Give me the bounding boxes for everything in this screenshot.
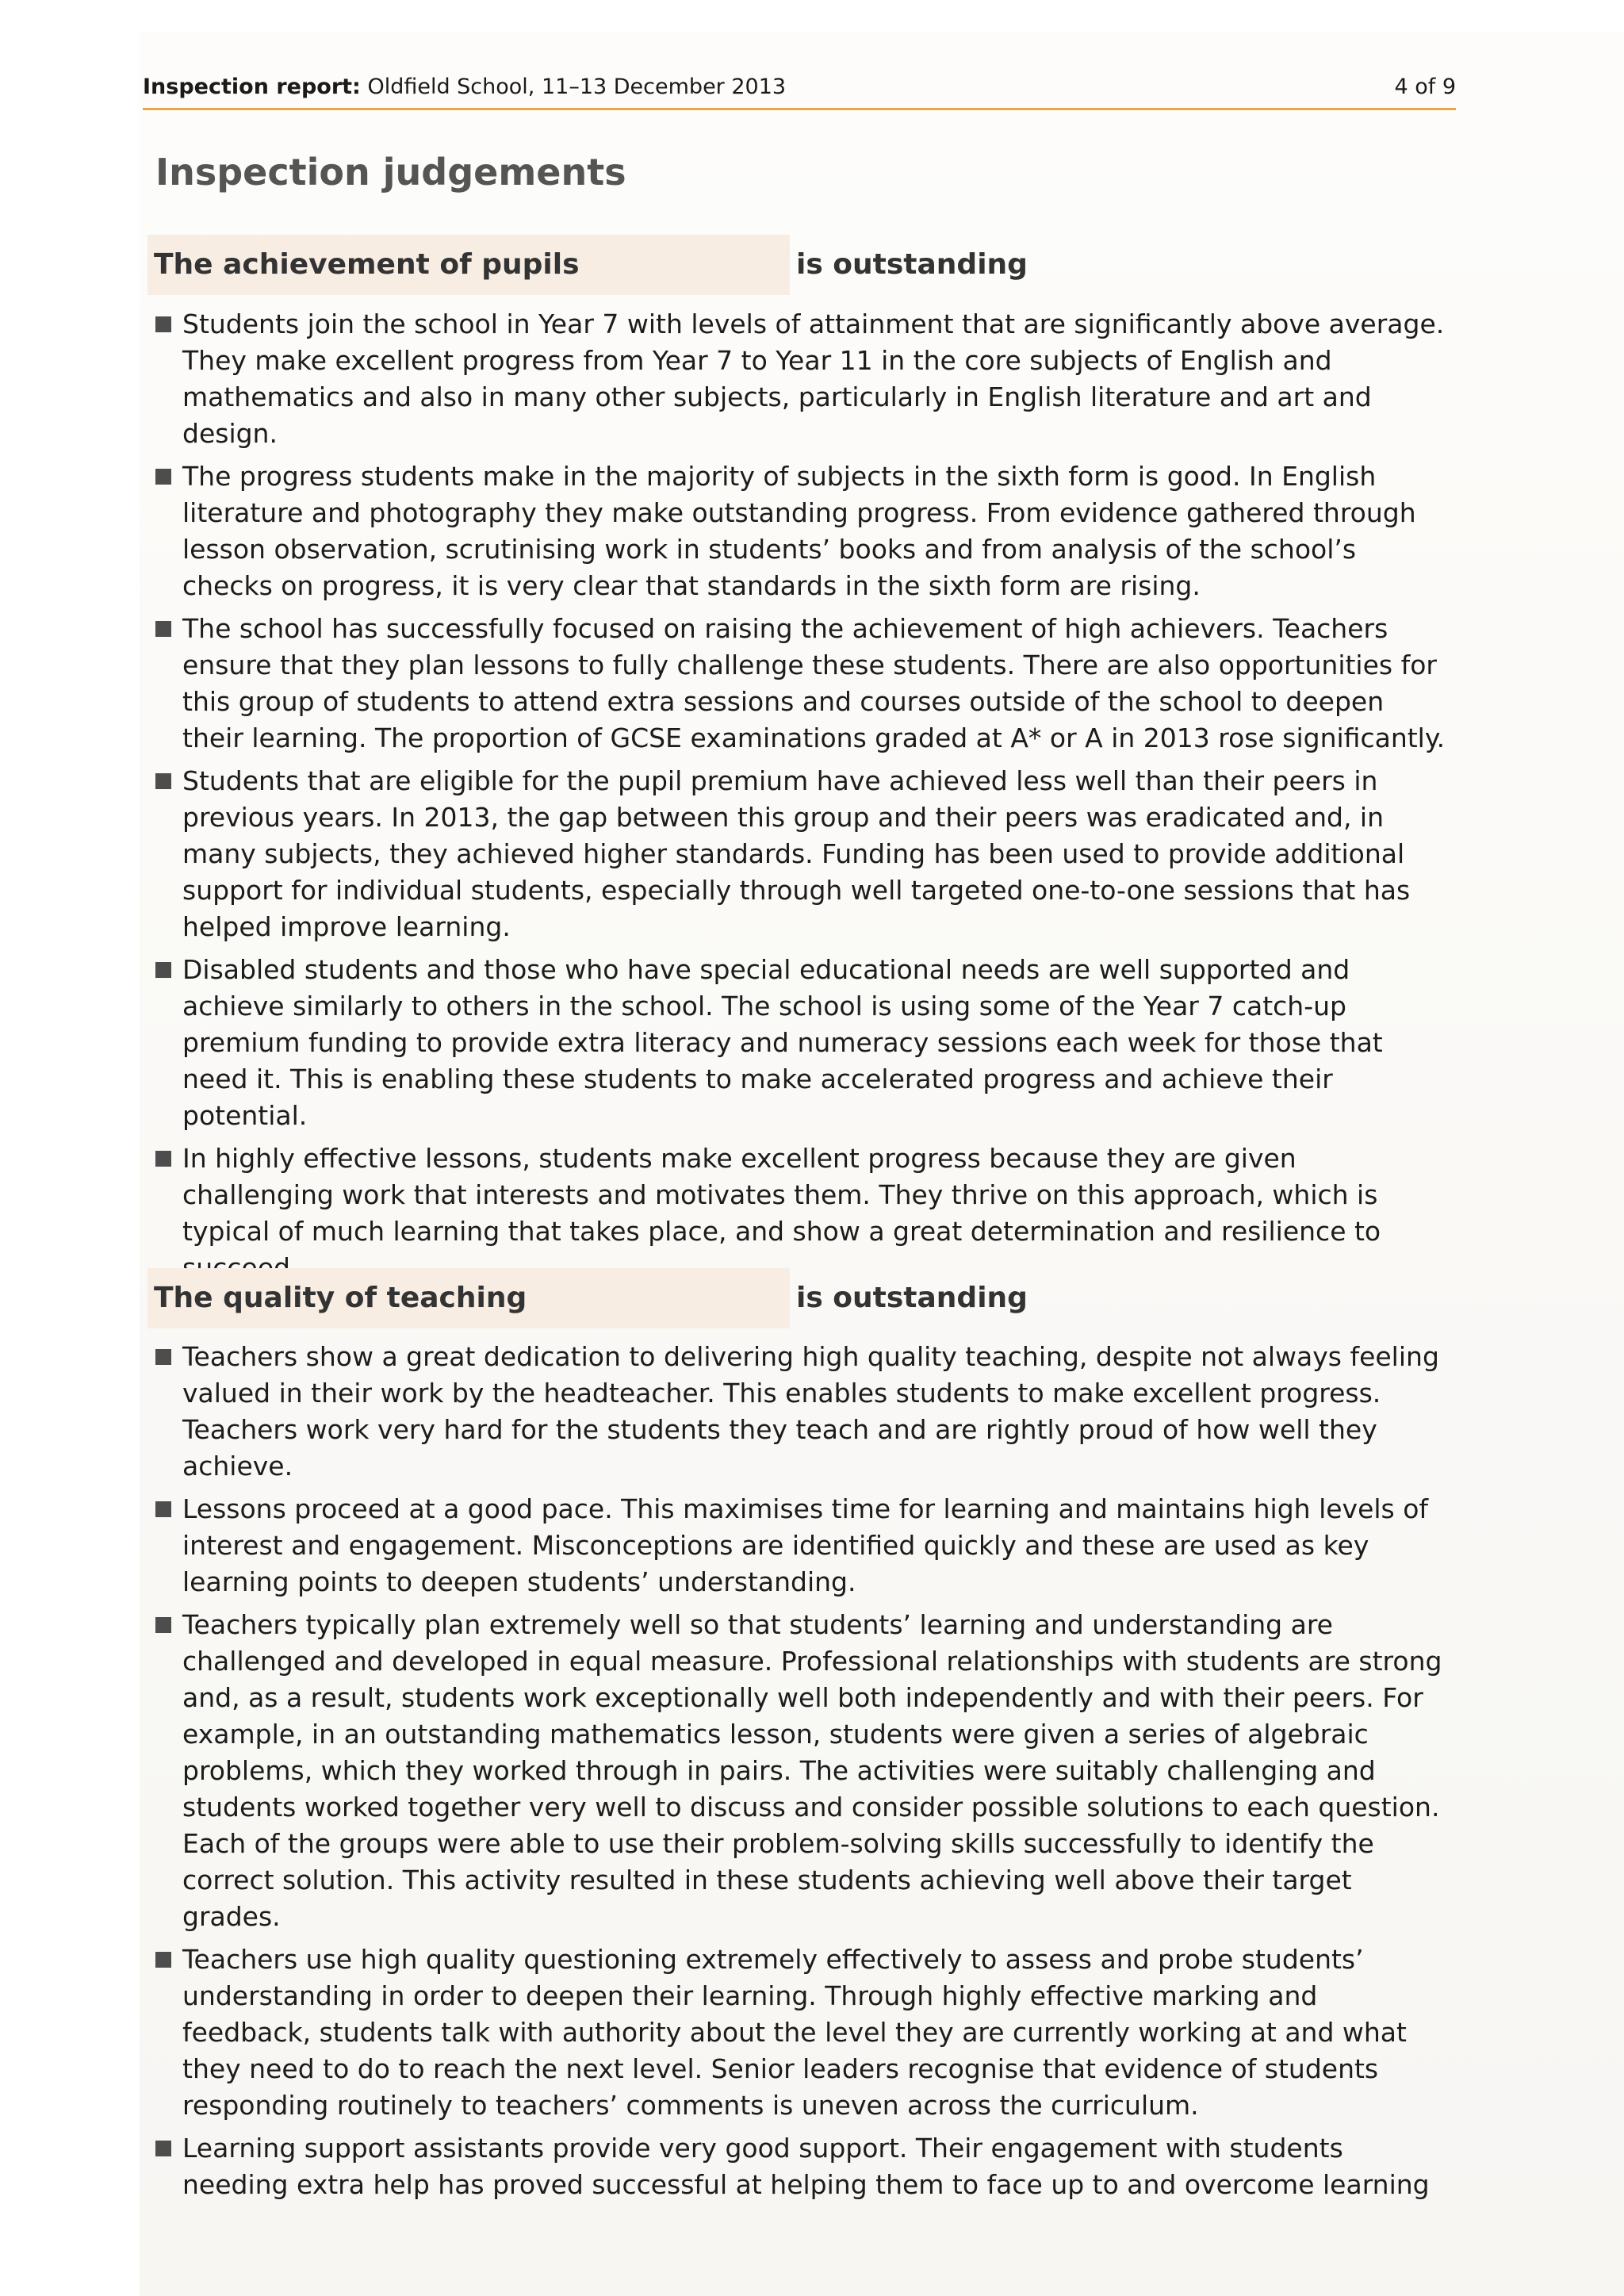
page-title: Inspection judgements [155, 151, 626, 194]
square-bullet-icon [155, 1151, 171, 1167]
square-bullet-icon [155, 773, 171, 789]
list-item [155, 611, 1453, 757]
section-name: The achievement of pupils [154, 248, 580, 281]
square-bullet-icon [155, 469, 171, 485]
bullet-text: Learning support assistants provide very good support. Their engagement with students needing extra help has proved successful at helping them to face up to and overcome learning [182, 2133, 1430, 2200]
achievement-bullet-list [155, 306, 1453, 1293]
list-item [155, 1491, 1453, 1600]
bullet-text: The school has successfully focused on raising the achievement of high achievers. Teachers ensure that they plan lessons to fully challenge these students. There are also opportunities for this group of students to attend extra sessions and courses outside of the school to deepen their learning. The proportion of GCSE examinations graded at A* or A in 2013 rose significantly. [182, 613, 1446, 753]
list-item [155, 952, 1453, 1134]
report-citation [143, 68, 786, 106]
bullet-text: The progress students make in the majority of subjects in the sixth form is good. In English literature and photography they make outstanding progress. From evidence gathered through lesson observation, scrutinising work in students’ books and from analysis of the school’s checks on progress, it is very clear that standards in the sixth form are rising. [182, 461, 1416, 601]
teaching-bullet-list [155, 1339, 1453, 2210]
bullet-text: Disabled students and those who have special educational needs are well supported and achieve similarly to others in the school. The school is using some of the Year 7 catch-up premium funding to provide extra literacy and numeracy sessions each week for those that need it. This is enabling these students to make accelerated progress and achieve their potential. [182, 954, 1383, 1131]
list-item [155, 458, 1453, 604]
list-item [155, 763, 1453, 945]
list-item [155, 1941, 1453, 2124]
page-number: 4 of 9 [1394, 75, 1456, 99]
list-item [155, 2130, 1453, 2203]
square-bullet-icon [155, 1617, 171, 1633]
bullet-text: Teachers typically plan extremely well so that students’ learning and understanding are challenged and developed in equal measure. Professional relationships with students are strong and, as a result, students work exceptionally well both independently and with their peers. For example, in an outstanding mathematics lesson, students were given a series of algebraic problems, which they worked through in pairs. The activities were suitably challenging and students worked together very well to discuss and consider possible solutions to each question. Each of the groups were able to use their problem-solving skills successfully to identify the correct solution. This activity resulted in these students achieving well above their target grades. [182, 1609, 1442, 1932]
square-bullet-icon [155, 1501, 171, 1517]
bullet-text: In highly effective lessons, students make excellent progress because they are given challenging work that interests and motivates them. They thrive on this approach, which is typical of much learning that takes place, and show a great determination and resilience to [182, 1143, 1381, 1247]
header-divider [143, 108, 1456, 110]
bullet-text: Students join the school in Year 7 with levels of attainment that are significantly above average. They make excellent progress from Year 7 to Year 11 in the core subjects of English and mathematics and also in many other subjects, particularly in English literature and art and design. [182, 309, 1445, 449]
bullet-text: Lessons proceed at a good pace. This maximises time for learning and maintains high levels of interest and engagement. Misconceptions are identified quickly and these are used as key learning points to deepen students’ understanding. [182, 1493, 1429, 1597]
list-item [155, 306, 1453, 452]
square-bullet-icon [155, 1952, 171, 1968]
square-bullet-icon [155, 962, 171, 978]
bullet-text: Teachers use high quality questioning extremely effectively to assess and probe students’ understanding in order to deepen their learning. Through highly effective marking and feedback, students talk with authority about the level they are currently working at and what they need to do to reach the next level. Senior leaders recognise that evidence of students responding routinely to teachers’ comments is uneven across the curriculum. [182, 1944, 1407, 2121]
list-item [155, 1339, 1453, 1485]
bullet-text: Teachers show a great dedication to delivering high quality teaching, despite not always feeling valued in their work by the headteacher. This enables students to make excellent progress. Teachers work very hard for the students they teach and are rightly proud of how well they achieve. [182, 1341, 1439, 1481]
report-subject: Oldfield School, 11–13 December 2013 [367, 75, 787, 99]
section-heading-achievement [147, 235, 1028, 295]
section-verdict: is outstanding [796, 248, 1028, 281]
report-label: Inspection report: [143, 75, 361, 99]
bullet-text: Students that are eligible for the pupil premium have achieved less well than their peers in previous years. In 2013, the gap between this group and their peers was eradicated and, in many subjects, they achieved higher standards. Funding has been used to provide additional support for individual students, especially through well targeted one-to-one sessions that has helped improve learning. [182, 765, 1411, 942]
running-header [143, 68, 1456, 106]
section-heading-teaching [147, 1268, 1028, 1328]
list-item [155, 1140, 1453, 1286]
square-bullet-icon [155, 621, 171, 637]
square-bullet-icon [155, 1349, 171, 1365]
section-verdict: is outstanding [796, 1282, 1028, 1314]
list-item [155, 1607, 1453, 1935]
section-name: The quality of teaching [154, 1282, 527, 1314]
square-bullet-icon [155, 316, 171, 332]
square-bullet-icon [155, 2141, 171, 2156]
